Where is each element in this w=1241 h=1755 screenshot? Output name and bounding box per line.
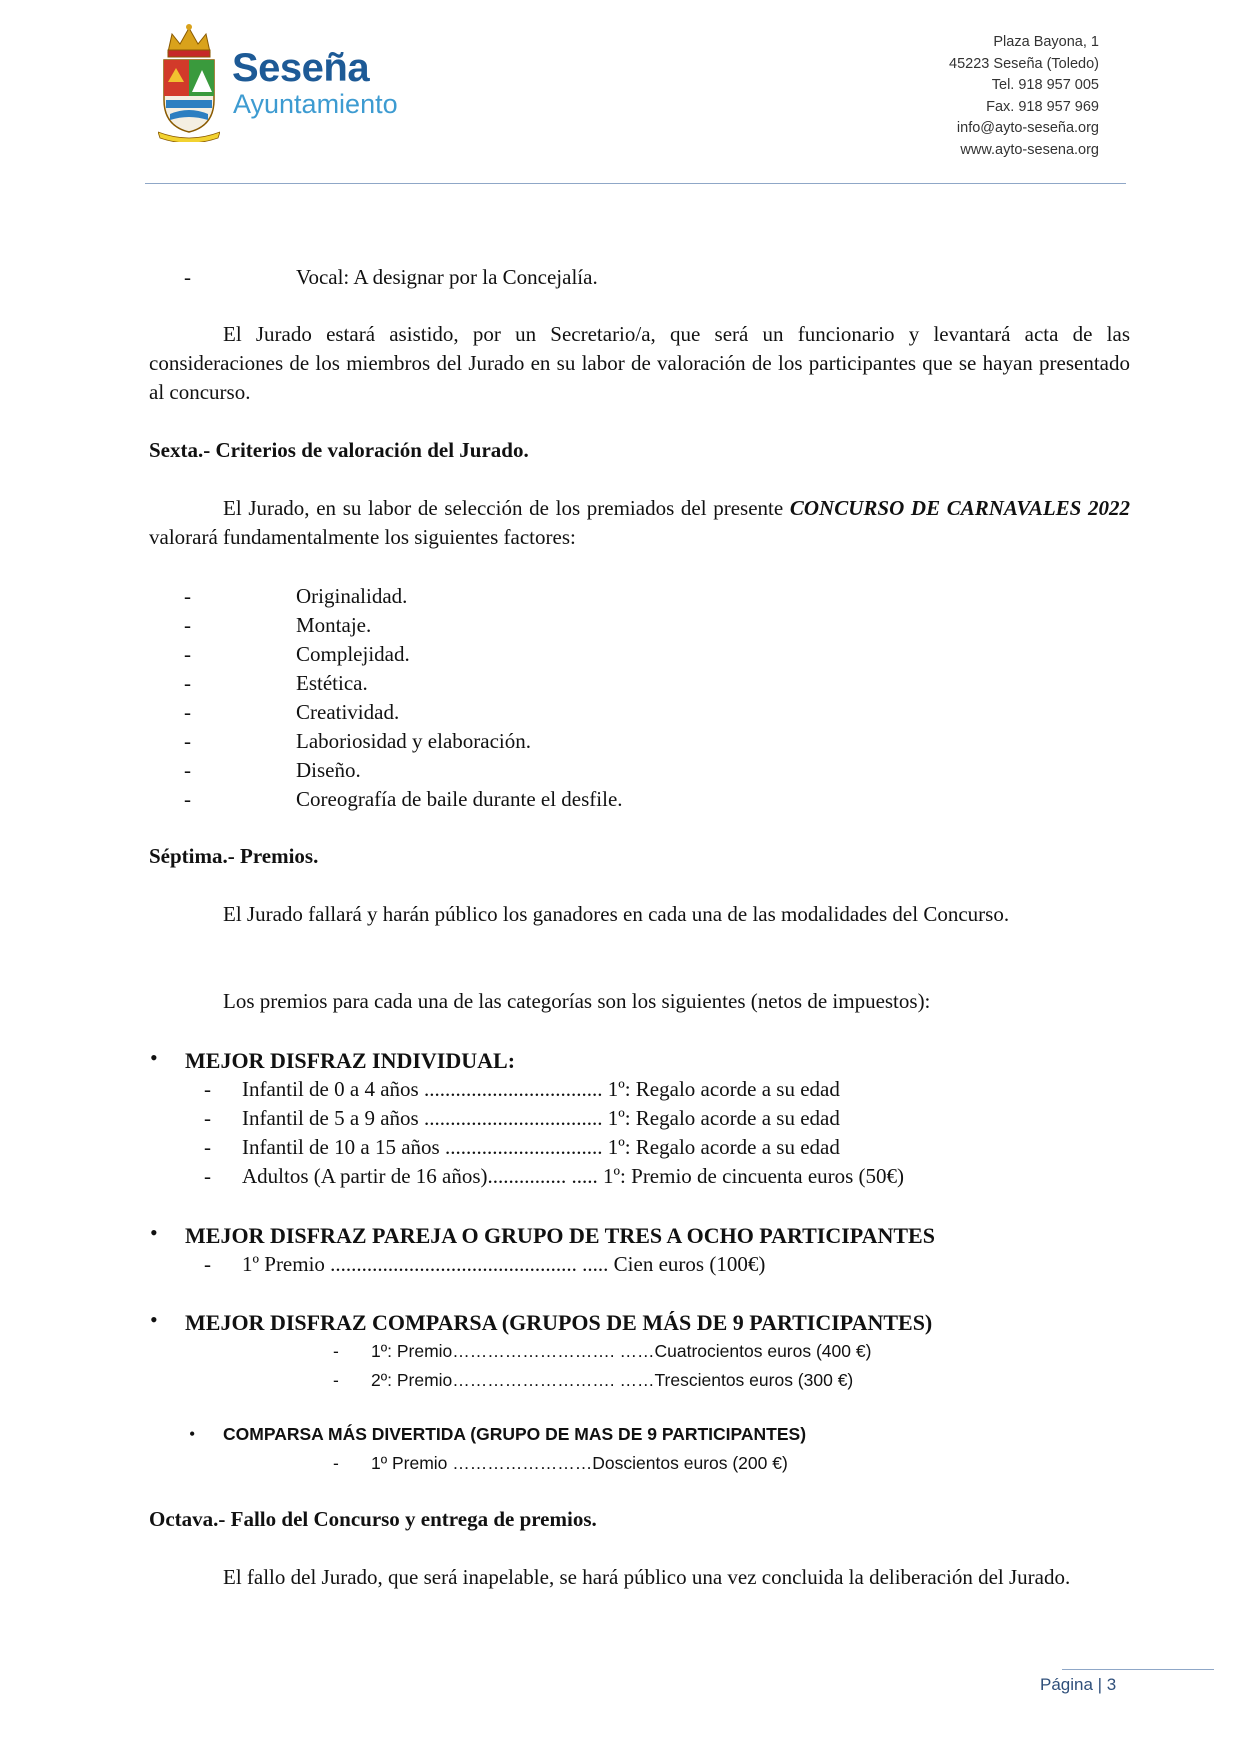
bullet-marker: • [150,1307,158,1332]
septima-paragraph-2: Los premios para cada una de las categorías son los siguientes (netos de impuestos): [223,989,931,1013]
pareja-heading: MEJOR DISFRAZ PAREJA O GRUPO DE TRES A OCHO PARTICIPANTES [185,1223,935,1248]
divertida-heading: COMPARSA MÁS DIVERTIDA (GRUPO DE MAS DE 9 PARTICIPANTES) [223,1424,807,1444]
sexta-heading: Sexta.- Criterios de valoración del Jurado. [149,438,529,462]
address-website: www.ayto-sesena.org [960,141,1099,158]
bullet-marker: • [150,1045,158,1070]
coat-of-arms-logo [158,22,220,142]
septima-paragraph-1: El Jurado fallará y harán público los ganadores en cada una de las modalidades del Concurso. [223,902,1010,926]
footer-divider [1062,1669,1214,1670]
logo-subtitle: Ayuntamiento [233,89,398,119]
bullet-marker: • [150,1220,158,1245]
address-city: 45223 Seseña (Toledo) [949,55,1099,72]
jurado-paragraph: El Jurado estará asistido, por un Secretario/a, que será un funcionario y levantará acta de las consideraciones de los miembros del Jurado en su labor de valoración de los participantes que se hayan presentado al concurso. [149,322,1130,404]
header-divider [145,183,1126,184]
address-fax: Fax. 918 957 969 [986,98,1099,115]
criteria-list: - Originalidad. - Montaje. - Complejidad. - Estética. - Creatividad. - Laboriosidad y elaboración. - Diseño. - Coreografía de baile durante el desfile. [184,584,623,811]
comparsa-heading: MEJOR DISFRAZ COMPARSA (GRUPOS DE MÁS DE 9 PARTICIPANTES) [185,1310,933,1335]
logo-title: Seseña [232,46,370,90]
page-number: Página | 3 [1040,1675,1117,1694]
sexta-paragraph: El Jurado, en su labor de selección de los premiados del presente CONCURSO DE CARNAVALES 2022 valorará fundamentalmente los siguientes factores: [149,496,1130,549]
septima-heading: Séptima.- Premios. [149,844,319,868]
address-street: Plaza Bayona, 1 [993,34,1099,50]
comparsa-list: - 1º: Premio………………………. ……Cuatrocientos euros (400 €) - 2º: Premio………………………. ……Trescientos euros (300 €) [333,1341,872,1390]
address-phone: Tel. 918 957 005 [991,77,1099,94]
vocal-text: Vocal: A designar por la Concejalía. [296,265,598,289]
contest-name: CONCURSO DE CARNAVALES 2022 [789,496,1130,520]
dash-marker: - [184,265,191,289]
individual-heading: MEJOR DISFRAZ INDIVIDUAL: [185,1048,516,1073]
octava-heading: Octava.- Fallo del Concurso y entrega de premios. [149,1507,597,1531]
address-email: info@ayto-seseña.org [956,120,1099,137]
octava-paragraph: El fallo del Jurado, que será inapelable, se hará público una vez concluida la deliberación del Jurado. [223,1565,1071,1589]
individual-list: - Infantil de 0 a 4 años .................................. 1º: Regalo acorde a su edad - Infantil de 5 a 9 años .................................. 1º: Regalo acorde a su edad - Infantil de 10 a 15 años .............................. 1º: Regalo acorde a su edad - Adultos (A partir de 16 años)............... ..... 1º: Premio de cincuenta euros (50€) [204,1077,905,1188]
address-block [949,32,1099,162]
bullet-marker: • [189,1424,196,1444]
